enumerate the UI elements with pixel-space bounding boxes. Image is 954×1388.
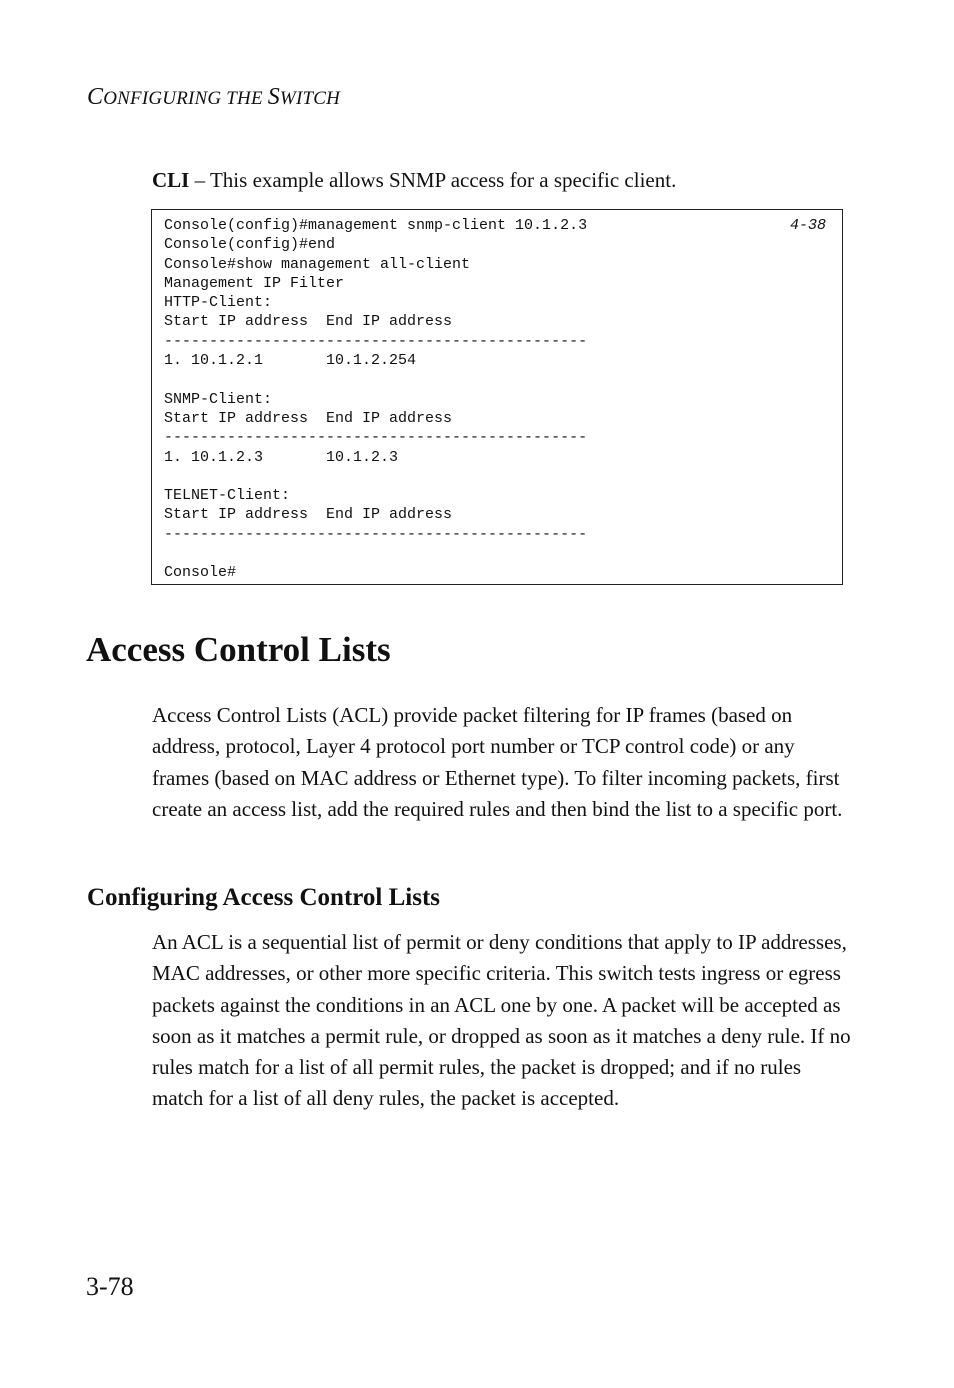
cli-code-lines xyxy=(164,216,587,583)
code-line: Console# xyxy=(164,564,237,582)
section-title: Access Control Lists xyxy=(86,630,391,669)
subsection-title: Configuring Access Control Lists xyxy=(87,884,441,911)
running-header-initial-c: C xyxy=(87,84,104,110)
code-line: Console(config)#management snmp-client 10.1.2.3 xyxy=(164,217,588,234)
cli-code-block xyxy=(151,209,843,585)
code-line: 1. 10.1.2.3 10.1.2.3 xyxy=(164,448,399,466)
cli-intro xyxy=(152,168,676,193)
page-number: 3-78 xyxy=(86,1272,134,1301)
code-line: SNMP-Client: xyxy=(164,390,273,408)
code-line: ----------------------------------------------- xyxy=(164,429,588,447)
code-line: TELNET-Client: xyxy=(164,487,291,505)
code-line: 1. 10.1.2.1 10.1.2.254 xyxy=(164,352,417,370)
subsection-paragraph: An ACL is a sequential list of permit or deny conditions that apply to IP addresses, MAC addresses, or other more specific criteria. This switch tests ingress or egress packets against the conditions in an ACL one by one. A packet will be accepted as soon as it matches a permit rule, or dropped as soon as it matches a deny rule. If no rules match for a list of all permit rules, the packet is dropped; and if no rules match for a list of all deny rules, the packet is accepted. xyxy=(152,930,851,1111)
command-reference: 4-38 xyxy=(789,217,826,234)
code-line: Start IP address End IP address xyxy=(164,506,453,524)
running-header-part-1: ONFIGURING THE xyxy=(103,88,268,109)
code-line: Console(config)#end xyxy=(164,236,336,254)
running-header-initial-s: S xyxy=(267,84,280,110)
cli-intro-text: – This example allows SNMP access for a specific client. xyxy=(189,168,677,192)
section-paragraph: Access Control Lists (ACL) provide packet filtering for IP frames (based on address, protocol, Layer 4 protocol port number or TCP control code) or any frames (based on MAC address or Ethernet type). To filter incoming packets, first create an access list, add the required rules and then bind the list to a specific port. xyxy=(152,703,843,821)
code-line: Start IP address End IP address xyxy=(164,409,453,427)
cli-label: CLI xyxy=(152,168,190,192)
code-line: ----------------------------------------------- xyxy=(164,525,588,543)
code-line: Management IP Filter xyxy=(164,274,345,292)
code-line: HTTP-Client: xyxy=(164,294,273,312)
running-header xyxy=(87,84,340,111)
running-header-part-2: WITCH xyxy=(279,88,341,109)
code-line: Start IP address End IP address xyxy=(164,313,453,331)
code-line: Console#show management all-client xyxy=(164,255,471,273)
code-line: ----------------------------------------------- xyxy=(164,332,588,350)
